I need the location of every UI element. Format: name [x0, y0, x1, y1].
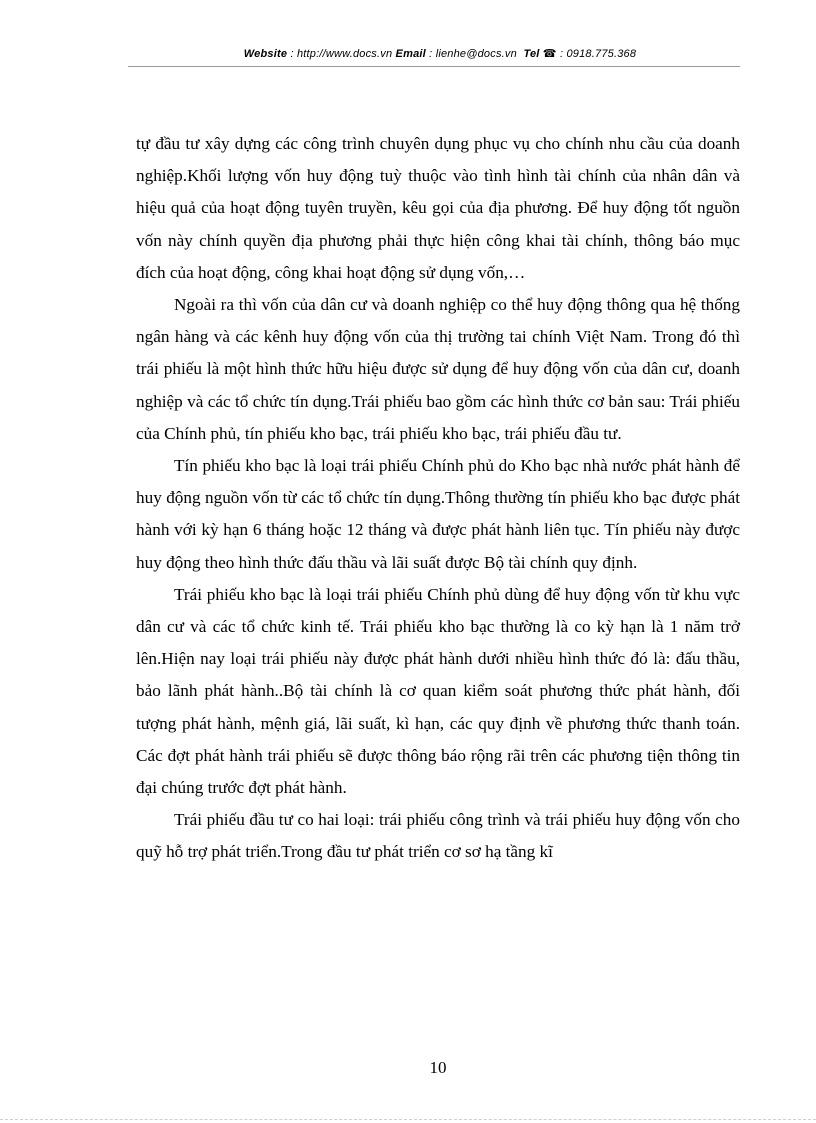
paragraph-3: Tín phiếu kho bạc là loại trái phiếu Chính phủ do Kho bạc nhà nước phát hành để huy động nguồn vốn từ các tổ chức tín dụng.Thông thường tín phiếu kho bạc được phát hành với kỳ hạn 6 tháng hoặc 12 tháng và được phát hành liên tục. Tín phiếu này được huy động theo hình thức đấu thầu và lãi suất được Bộ tài chính quy định.	[136, 456, 740, 572]
paragraph-2: Ngoài ra thì vốn của dân cư và doanh nghiệp co thể huy động thông qua hệ thống ngân hàng và các kênh huy động vốn của thị trường tai chính Việt Nam. Trong đó thì trái phiếu là một hình thức hữu hiệu được sử dụng để huy động vốn của dân cư, doanh nghiệp và các tổ chức tín dụng.Trái phiếu bao gồm các hình thức cơ bản sau: Trái phiếu của Chính phủ, tín phiếu kho bạc, trái phiếu kho bạc, trái phiếu đầu tư.	[136, 295, 740, 443]
phone-icon: ☎	[542, 48, 557, 60]
tel-value: 0918.775.368	[566, 48, 637, 60]
email-separator: :	[425, 48, 436, 60]
paragraph-4: Trái phiếu kho bạc là loại trái phiếu Chính phủ dùng để huy động vốn từ khu vực dân cư và các tổ chức kinh tế. Trái phiếu kho bạc thường là co kỳ hạn là 1 năm trở lên.Hiện nay loại trái phiếu này được phát hành dưới nhiều hình thức đó là: đấu thầu, bảo lãnh phát hành..Bộ tài chính là cơ quan kiểm soát phương thức phát hành, đối tượng phát hành, mệnh giá, lãi suất, kì hạn, các quy định về phương thức thanh toán. Các đợt phát hành trái phiếu sẽ được thông báo rộng rãi trên các phương tiện thông tin đại chúng trước đợt phát hành.	[136, 584, 740, 798]
website-link[interactable]: http://www.docs.vn	[296, 48, 393, 60]
website-separator: :	[287, 48, 297, 60]
website-label: Website	[243, 48, 288, 60]
email-link[interactable]: lienhe@docs.vn	[435, 48, 517, 60]
page-bottom-border	[0, 1119, 816, 1120]
page-number: 10	[429, 1058, 447, 1077]
email-label: Email	[395, 48, 426, 60]
tel-label: Tel	[523, 48, 540, 60]
page-header	[140, 47, 740, 60]
tel-separator: :	[556, 48, 567, 60]
paragraph-5: Trái phiếu đầu tư co hai loại: trái phiếu công trình và trái phiếu huy động vốn cho quỹ hỗ trợ phát triển.Trong đầu tư phát triển cơ sơ hạ tầng kĩ	[136, 810, 740, 862]
paragraph-1: tự đầu tư xây dựng các công trình chuyên dụng phục vụ cho chính nhu cầu của doanh nghiệp.Khối lượng vốn huy động tuỳ thuộc vào tình hình tài chính của nhân dân và hiệu quả của hoạt động tuyên truyền, kêu gọi của địa phương. Để huy động tốt nguồn vốn này chính quyền địa phương phải thực hiện công khai tài chính, thông báo mục đích của hoạt động, công khai hoạt động sử dụng vốn,…	[136, 134, 740, 282]
header-divider	[128, 66, 740, 67]
document-body	[136, 128, 740, 869]
